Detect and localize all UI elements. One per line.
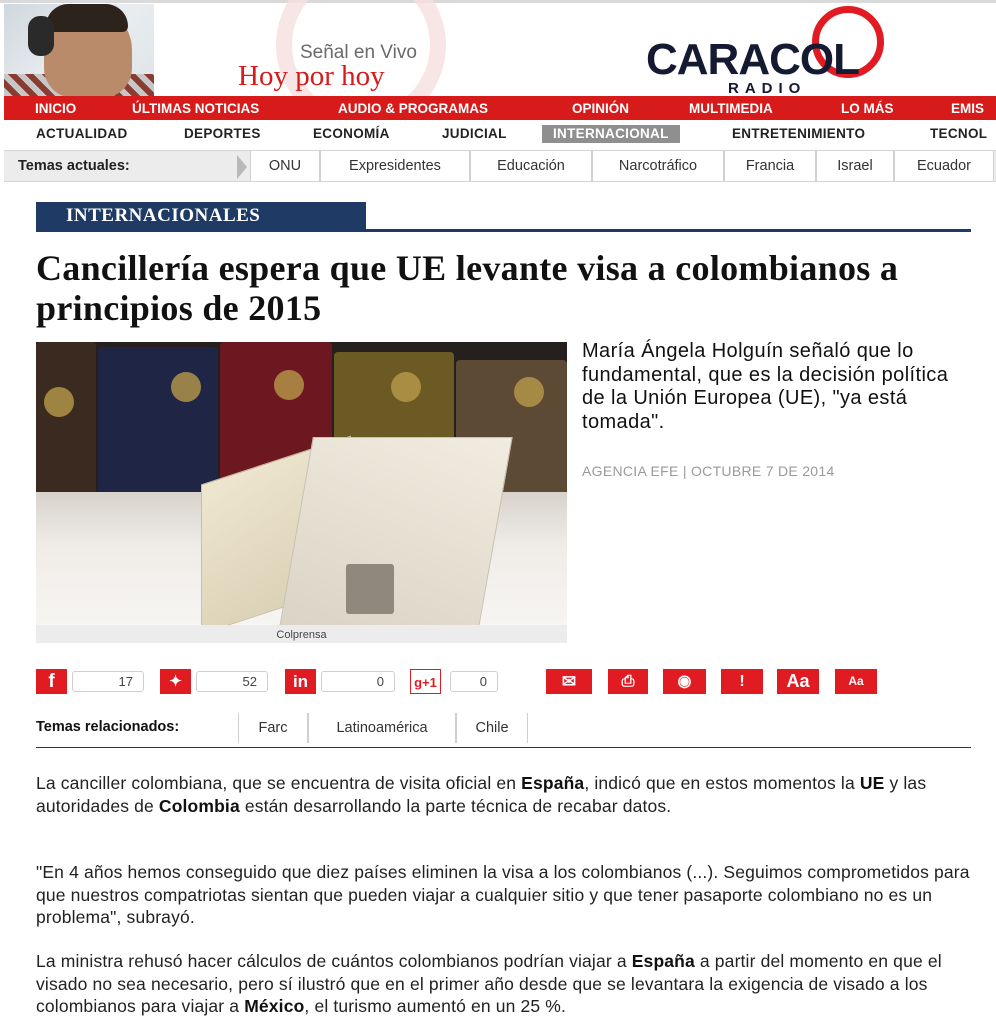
emblem-icon — [44, 387, 74, 417]
text-run: La ministra rehusó hacer cálculos de cuántos colombianos podrían viajar a — [36, 951, 632, 971]
bold-org: UE — [859, 773, 885, 793]
text-run: , indicó que en estos momentos la — [584, 773, 860, 793]
googleplus-count: 0 — [450, 671, 498, 692]
facebook-count: 17 — [72, 671, 144, 692]
current-topics-bar — [4, 150, 996, 182]
print-icon[interactable]: ⎙ — [608, 669, 648, 694]
topic-chip[interactable]: Expresidentes — [320, 151, 470, 181]
related-topic-chip[interactable]: Latinoamérica — [308, 713, 456, 743]
emblem-icon — [171, 372, 201, 402]
topic-chip[interactable]: Ecuador — [894, 151, 994, 181]
article-paragraph-1 — [36, 772, 971, 817]
section-nav — [4, 120, 996, 148]
googleplus-icon[interactable]: g+1 — [410, 669, 441, 694]
emblem-icon — [514, 377, 544, 407]
caracol-logo-sub: RADIO — [728, 80, 807, 96]
subnav-entretenimiento[interactable]: ENTRETENIMIENTO — [732, 126, 866, 141]
facebook-icon[interactable]: f — [36, 669, 67, 694]
nav-emisoras[interactable]: EMIS — [951, 101, 985, 116]
text-run: La canciller colombiana, que se encuentra de visita oficial en — [36, 773, 522, 793]
photo-caption: Colprensa — [36, 625, 567, 643]
email-icon[interactable]: ✉ — [546, 669, 592, 694]
topic-chip[interactable]: Israel — [816, 151, 894, 181]
twitter-icon[interactable]: ✦ — [160, 669, 191, 694]
bold-place: Colombia — [158, 795, 240, 816]
host-hair — [46, 4, 128, 32]
topic-chip[interactable]: Narcotráfico — [592, 151, 724, 181]
article-paragraph-3 — [36, 950, 971, 1018]
font-smaller-icon[interactable]: Aa — [835, 669, 877, 694]
nav-opinion[interactable]: OPINIÓN — [572, 101, 630, 116]
top-divider — [0, 0, 996, 3]
show-title-link[interactable]: Hoy por hoy — [238, 60, 385, 92]
current-topics-label: Temas actuales: — [18, 158, 130, 174]
nav-audio-programas[interactable]: AUDIO & PROGRAMAS — [338, 101, 489, 116]
passport-cover — [98, 347, 218, 497]
subnav-deportes[interactable]: DEPORTES — [184, 126, 261, 141]
open-passport-page — [279, 437, 513, 625]
host-photo[interactable] — [4, 4, 154, 96]
text-run: , el turismo aumentó en un 25 %. — [304, 996, 567, 1016]
topic-chip[interactable]: Francia — [724, 151, 816, 181]
topic-chip[interactable]: ONU — [250, 151, 320, 181]
linkedin-count: 0 — [321, 671, 395, 692]
article-headline: Cancillería espera que UE levante visa a colombianos a principios de 2015 — [36, 248, 899, 328]
text-run: a partir del momento en que el visado no sea necesario, pero sí ilustró que en el primer año desde que se levantara la exigencia de visado a los colombianos para viajar a — [36, 951, 942, 1016]
nav-inicio[interactable]: INICIO — [35, 101, 77, 116]
chevron-right-icon — [237, 155, 247, 179]
subnav-internacional[interactable]: INTERNACIONAL — [542, 125, 680, 143]
section-divider — [36, 229, 971, 232]
subnav-actualidad[interactable]: ACTUALIDAD — [36, 126, 128, 141]
text-run: están desarrollando la parte técnica de recabar datos. — [239, 795, 672, 816]
passport-id-photo — [346, 564, 394, 614]
twitter-count: 52 — [196, 671, 268, 692]
subnav-judicial[interactable]: JUDICIAL — [442, 126, 507, 141]
subnav-economia[interactable]: ECONOMÍA — [313, 126, 390, 141]
nav-ultimas-noticias[interactable]: ÚLTIMAS NOTICIAS — [132, 101, 260, 116]
section-banner[interactable]: INTERNACIONALES — [36, 202, 366, 229]
caracol-logo[interactable]: CARACOL — [646, 35, 859, 84]
emblem-icon — [274, 370, 304, 400]
topic-chip[interactable]: Educación — [470, 151, 592, 181]
related-divider — [36, 747, 971, 748]
article-photo[interactable] — [36, 342, 567, 625]
font-larger-icon[interactable]: Aa — [777, 669, 819, 694]
report-icon[interactable]: ! — [721, 669, 763, 694]
related-topic-chip[interactable]: Chile — [456, 713, 528, 743]
main-nav — [4, 96, 996, 120]
headset-icon — [28, 16, 54, 56]
subnav-tecnologia[interactable]: TECNOL — [930, 126, 988, 141]
bold-place: España — [521, 773, 585, 793]
linkedin-icon[interactable]: in — [285, 669, 316, 694]
bold-place: España — [631, 951, 695, 971]
article-byline: AGENCIA EFE | OCTUBRE 7 DE 2014 — [582, 463, 835, 479]
live-signal-label[interactable]: Señal en Vivo — [300, 42, 417, 63]
bold-place: México — [244, 996, 305, 1016]
text-run: y las autoridades de — [36, 773, 927, 816]
site-header — [0, 0, 996, 96]
nav-lo-mas[interactable]: LO MÁS — [841, 101, 894, 116]
emblem-icon — [391, 372, 421, 402]
related-topics-label: Temas relacionados: — [36, 719, 180, 735]
passport-cover — [36, 342, 96, 502]
article-summary: María Ángela Holguín señaló que lo fundamental, que es la decisión política de la Unión Europea (UE), "ya está tomada". — [582, 340, 949, 433]
nav-multimedia[interactable]: MULTIMEDIA — [689, 101, 773, 116]
related-topic-chip[interactable]: Farc — [238, 713, 308, 743]
article-paragraph-2: "En 4 años hemos conseguido que diez países eliminen la visa a los colombianos (...). Seguimos comprometidos para que nuestros compatriotas sientan que pueden viajar a cualquier sitio y que tener pasaporte colombiano no es un problema", subrayó. — [36, 862, 970, 927]
comment-icon[interactable]: ◉ — [663, 669, 706, 694]
